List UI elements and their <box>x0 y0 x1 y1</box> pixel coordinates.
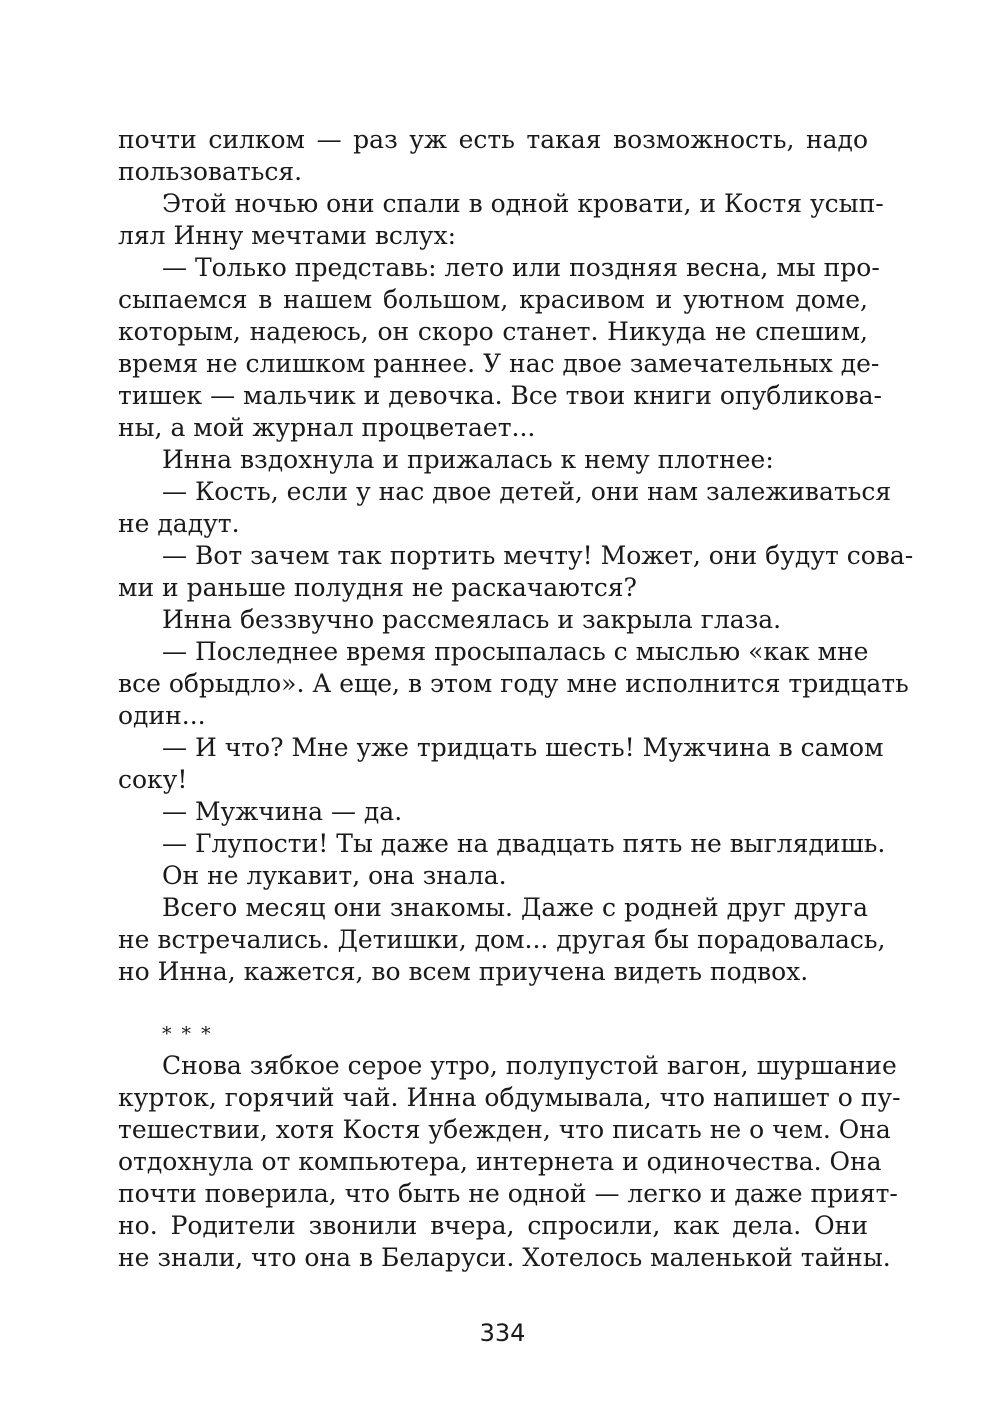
text-line: — Последнее время просыпалась с мыслью «как мне <box>162 637 869 666</box>
text-line: которым, надеюсь, он скоро станет. Никуда не спешим, <box>118 317 868 346</box>
text-line: — И что? Мне уже тридцать шесть! Мужчина в самом <box>162 733 884 762</box>
text-line: не дадут. <box>118 509 240 538</box>
text-line: лял Инну мечтами вслух: <box>118 221 457 250</box>
page-number: 334 <box>479 1319 526 1347</box>
text-line: соку! <box>118 765 188 794</box>
text-line: время не слишком раннее. У нас двое замечательных де- <box>118 349 880 378</box>
text-line: ми и раньше полудня не раскачаются? <box>118 573 637 602</box>
text-line: тешествии, хотя Костя убежден, что писать не о чем. Она <box>118 1115 891 1144</box>
text-line: все обрыдло». А еще, в этом году мне исполнится тридцать <box>118 669 909 698</box>
text-line: Снова зябкое серое утро, полупустой вагон, шуршание <box>162 1051 897 1080</box>
text-line: — Вот зачем так портить мечту! Может, они будут сова- <box>162 541 914 570</box>
text-line: но Инна, кажется, во всем приучена видеть подвох. <box>118 957 809 986</box>
text-line: отдохнула от компьютера, интернета и одиночества. Она <box>118 1147 882 1176</box>
text-line: — Кость, если у нас двое детей, они нам залеживаться <box>162 477 892 506</box>
text-line: — Мужчина — да. <box>162 797 403 826</box>
text-line: не встречались. Детишки, дом... другая бы порадовалась, <box>118 925 886 954</box>
text-line: один... <box>118 701 206 730</box>
section-break: * * * <box>162 1023 213 1045</box>
text-line: курток, горячий чай. Инна обдумывала, что напишет о пу- <box>118 1083 901 1112</box>
text-line: пользоваться. <box>118 157 303 186</box>
page-text <box>118 124 914 1274</box>
text-line: Он не лукавит, она знала. <box>162 861 507 890</box>
text-line: сыпаемся в нашем большом, красивом и уютном доме, <box>118 285 868 314</box>
section-gap <box>118 988 868 1018</box>
text-line: — Только представь: лето или поздняя весна, мы про- <box>162 253 880 282</box>
text-line: Этой ночью они спали в одной кровати, и Костя усып- <box>162 189 884 218</box>
text-line: почти поверила, что быть не одной — легко и даже прият- <box>118 1179 898 1208</box>
text-line: Инна вздохнула и прижалась к нему плотнее: <box>162 445 774 474</box>
text-line: ны, а мой журнал процветает... <box>118 413 536 442</box>
text-line: почти силком — раз уж есть такая возможность, надо <box>118 125 868 154</box>
text-line: Инна беззвучно рассмеялась и закрыла глаза. <box>162 605 782 634</box>
text-line: Всего месяц они знакомы. Даже с родней друг друга <box>162 893 868 922</box>
text-line: но. Родители звонили вчера, спросили, как дела. Они <box>118 1211 868 1240</box>
text-line: тишек — мальчик и девочка. Все твои книги опубликова- <box>118 381 882 410</box>
text-line: — Глупости! Ты даже на двадцать пять не выглядишь. <box>162 829 886 858</box>
text-line: не знали, что она в Беларуси. Хотелось маленькой тайны. <box>118 1243 891 1272</box>
